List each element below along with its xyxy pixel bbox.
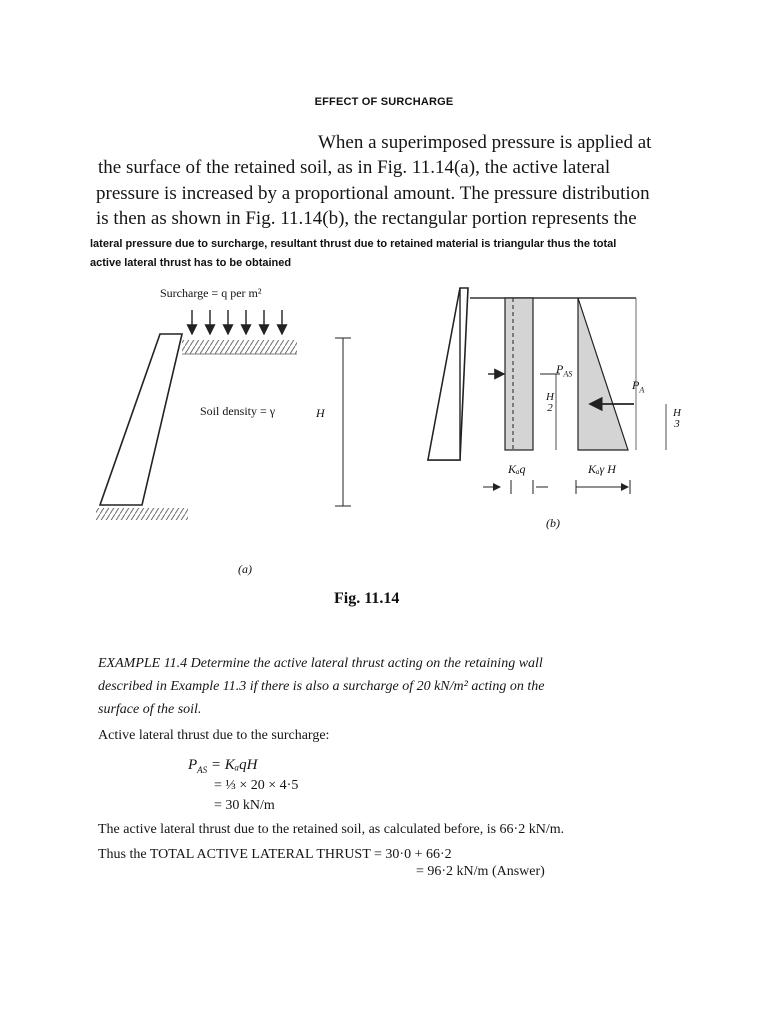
h-over-3-label: H 3: [673, 407, 681, 430]
caption-b: (b): [546, 516, 560, 530]
surcharge-arrows: [192, 310, 282, 334]
example-line-3: surface of the soil.: [98, 702, 202, 717]
conclusion-line-1: The active lateral thrust due to the retained soil, as calculated before, is 66·2 kN/m.: [98, 822, 565, 837]
paragraph-line-1: When a superimposed pressure is applied at: [318, 132, 652, 153]
paragraph-line-5: lateral pressure due to surcharge, resultant thrust due to retained material is triangular thus the total: [90, 238, 617, 250]
pas-label: $P_{AS}$: [556, 362, 573, 379]
paragraph-line-2: the surface of the retained soil, as in Fig. 11.14(a), the active lateral: [98, 157, 611, 178]
paragraph-line-3: pressure is increased by a proportional amount. The pressure distribution: [96, 183, 650, 204]
page-heading: EFFECT OF SURCHARGE: [314, 96, 454, 108]
wall-a: [96, 334, 297, 520]
conclusion-line-2: Thus the TOTAL ACTIVE LATERAL THRUST = 30·0 + 66·2: [98, 847, 452, 862]
equation-line-2: = ⅓ × 20 × 4·5: [214, 778, 299, 793]
height-dimension-a: [335, 338, 351, 506]
equation-line-3: = 30 kN/m: [214, 798, 275, 813]
kagh-label: Kₐγ H: [588, 462, 616, 476]
bottom-dimensions: [483, 480, 630, 494]
paragraph-line-6: active lateral thrust has to be obtained: [90, 257, 292, 269]
figure-caption: Fig. 11.14: [334, 590, 400, 607]
paragraph-line-4: is then as shown in Fig. 11.14(b), the rectangular portion represents the: [96, 208, 637, 229]
example-line-1: EXAMPLE 11.4 Determine the active lateral thrust acting on the retaining wall: [98, 656, 543, 671]
caption-a: (a): [238, 562, 252, 576]
surcharge-pressure-diagram: [488, 298, 560, 450]
answer-line: = 96·2 kN/m (Answer): [416, 864, 545, 879]
example-subheading: Active lateral thrust due to the surcharge:: [98, 728, 330, 743]
figure-drawing: [90, 282, 670, 612]
equation-line-1: $P_{AS} = K_aqH$: [188, 757, 258, 775]
soil-pressure-diagram: [578, 298, 666, 450]
pa-label: $P_A$: [632, 378, 645, 395]
height-label-a: H: [316, 406, 325, 420]
figure-11-14: [90, 282, 681, 612]
example-line-2: described in Example 11.3 if there is also a surcharge of 20 kN/m² acting on the: [98, 679, 545, 694]
kaq-label: Kₐq: [508, 462, 526, 476]
soil-density-label: Soil density = γ: [200, 404, 276, 418]
surcharge-label: Surcharge = q per m²: [160, 286, 262, 300]
h-over-2-label: H 2: [546, 391, 554, 414]
